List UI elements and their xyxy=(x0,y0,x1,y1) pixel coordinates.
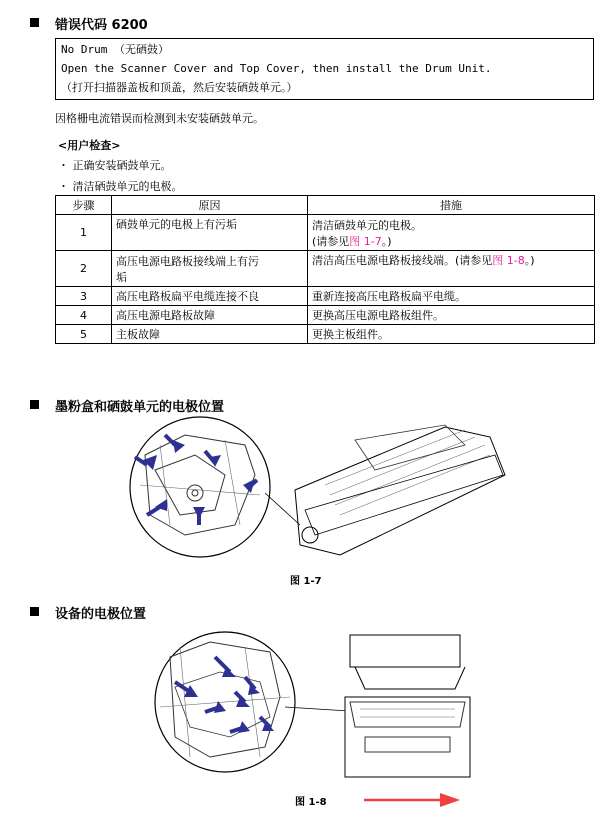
header-cause: 原因 xyxy=(112,196,308,215)
header-step: 步骤 xyxy=(56,196,112,215)
step-cell: 5 xyxy=(56,325,112,344)
user-check-heading: <用户检查> xyxy=(58,139,121,152)
action-cell xyxy=(308,215,595,251)
action-text: 清洁硒鼓单元的电极。 xyxy=(312,218,422,232)
error-message-box xyxy=(55,38,594,100)
error-line-2: Open the Scanner Cover and Top Cover, then install the Drum Unit. xyxy=(61,62,492,75)
cause-text-cont: 垢 xyxy=(116,270,127,284)
table-row xyxy=(56,251,595,287)
figure-caption-1-8: 图 1-8 xyxy=(295,797,327,808)
figure-link[interactable]: 图 1-8 xyxy=(492,254,525,267)
ref-prefix: (请参见 xyxy=(312,234,350,248)
figure-1-7-illustration xyxy=(125,415,525,565)
user-check-1: ・ 正确安装硒鼓单元。 xyxy=(58,159,172,172)
section-title-drum-electrodes: 墨粉盒和硒鼓单元的电极位置 xyxy=(55,400,225,415)
ref-suffix: 。) xyxy=(381,234,392,248)
user-check-2: ・ 清洁硒鼓单元的电极。 xyxy=(58,180,183,193)
cause-cell xyxy=(112,251,308,287)
troubleshooting-table xyxy=(55,195,595,344)
heading-bullet xyxy=(30,607,39,616)
cause-text: 硒鼓单元的电极上有污垢 xyxy=(116,218,237,231)
table-row xyxy=(56,215,595,251)
figure-1-8-illustration xyxy=(150,627,480,782)
figure-caption-1-7: 图 1-7 xyxy=(290,576,322,587)
red-arrow-icon xyxy=(362,793,462,807)
cause-cell: 主板故障 xyxy=(112,325,308,344)
table-row xyxy=(56,306,595,325)
description: 因格栅电流错误而检测到未安装硒鼓单元。 xyxy=(55,112,264,125)
action-cell: 更换主板组件。 xyxy=(308,325,595,344)
action-cell: 更换高压电源电路板组件。 xyxy=(308,306,595,325)
step-cell: 4 xyxy=(56,306,112,325)
ref-suffix: 。) xyxy=(524,254,535,267)
step-cell: 2 xyxy=(56,251,112,287)
section-title-machine-electrodes: 设备的电极位置 xyxy=(55,607,147,622)
step-cell: 3 xyxy=(56,287,112,306)
step-cell: 1 xyxy=(56,215,112,251)
cause-cell: 高压电路板扁平电缆连接不良 xyxy=(112,287,308,306)
cause-cell xyxy=(112,215,308,251)
table-row xyxy=(56,325,595,344)
heading-bullet xyxy=(30,18,39,27)
error-line-1: No Drum （无硒鼓） xyxy=(61,43,169,56)
heading-bullet xyxy=(30,400,39,409)
action-cell xyxy=(308,251,595,287)
cause-cell: 高压电源电路板故障 xyxy=(112,306,308,325)
header-action: 措施 xyxy=(308,196,595,215)
error-line-3: （打开扫描器盖板和顶盖，然后安装硒鼓单元。） xyxy=(61,81,298,94)
action-cell: 重新连接高压电路板扁平电缆。 xyxy=(308,287,595,306)
figure-link[interactable]: 图 1-7 xyxy=(349,234,382,248)
table-header-row xyxy=(56,196,595,215)
action-ref-line xyxy=(312,233,590,249)
section-title-error-code: 错误代码 6200 xyxy=(55,18,148,33)
cause-text: 高压电源电路板接线端上有污 xyxy=(116,254,259,268)
table-row xyxy=(56,287,595,306)
action-text: 清洁高压电源电路板接线端。(请参见 xyxy=(312,254,493,267)
